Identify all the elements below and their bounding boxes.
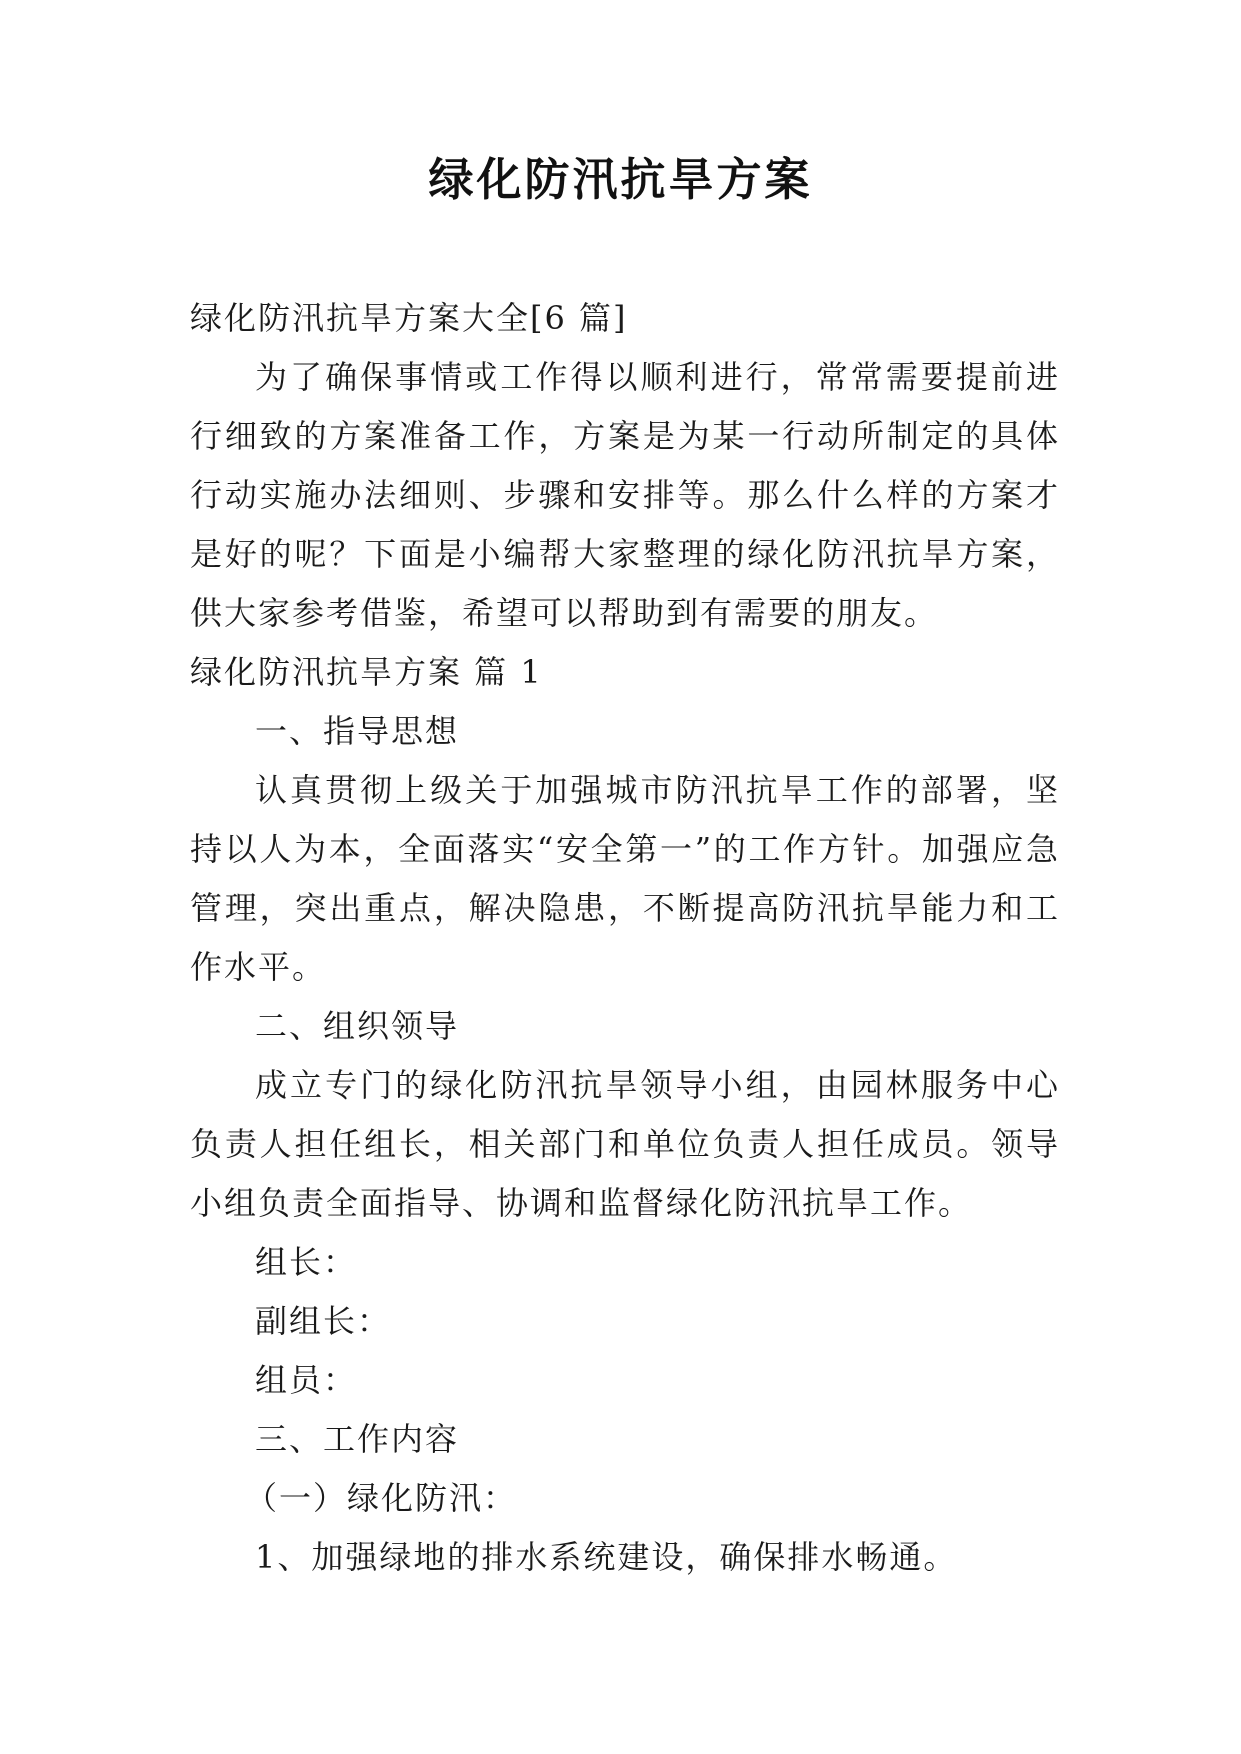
list-item-drainage: 1、加强绿地的排水系统建设，确保排水畅通。 — [255, 1538, 958, 1576]
intro-paragraph: 为了确保事情或工作得以顺利进行，常常需要提前进行细致的方案准备工作，方案是为某一行动所制定的具体行动实施办法细则、步骤和安排等。那么什么样的方案才是好的呢？下面是小编帮大家整理的绿化防汛抗旱方案，供大家参考借鉴，希望可以帮助到有需要的朋友。 — [190, 358, 1060, 632]
members-line: 组员： — [255, 1361, 358, 1399]
collection-heading: 绿化防汛抗旱方案大全[6 篇] — [190, 299, 628, 337]
leader-line: 组长： — [255, 1243, 358, 1281]
section-heading-organization: 二、组织领导 — [255, 1007, 460, 1045]
section-heading-work-content: 三、工作内容 — [255, 1420, 460, 1458]
guiding-ideology-paragraph: 认真贯彻上级关于加强城市防汛抗旱工作的部署，坚持以人为本，全面落实“安全第一”的工作方针。加强应急管理，突出重点，解决隐患，不断提高防汛抗旱能力和工作水平。 — [190, 771, 1060, 986]
organization-paragraph: 成立专门的绿化防汛抗旱领导小组，由园林服务中心负责人担任组长，相关部门和单位负责人担任成员。领导小组负责全面指导、协调和监督绿化防汛抗旱工作。 — [190, 1066, 1060, 1222]
document-title: 绿化防汛抗旱方案 — [428, 153, 813, 206]
document-body — [190, 289, 1060, 1587]
deputy-leader-line: 副组长： — [255, 1302, 392, 1340]
subsection-heading-flood-prevention: （一）绿化防汛： — [245, 1479, 518, 1517]
section-heading-guiding-ideology: 一、指导思想 — [255, 712, 460, 750]
article-heading: 绿化防汛抗旱方案 篇 1 — [190, 653, 543, 691]
